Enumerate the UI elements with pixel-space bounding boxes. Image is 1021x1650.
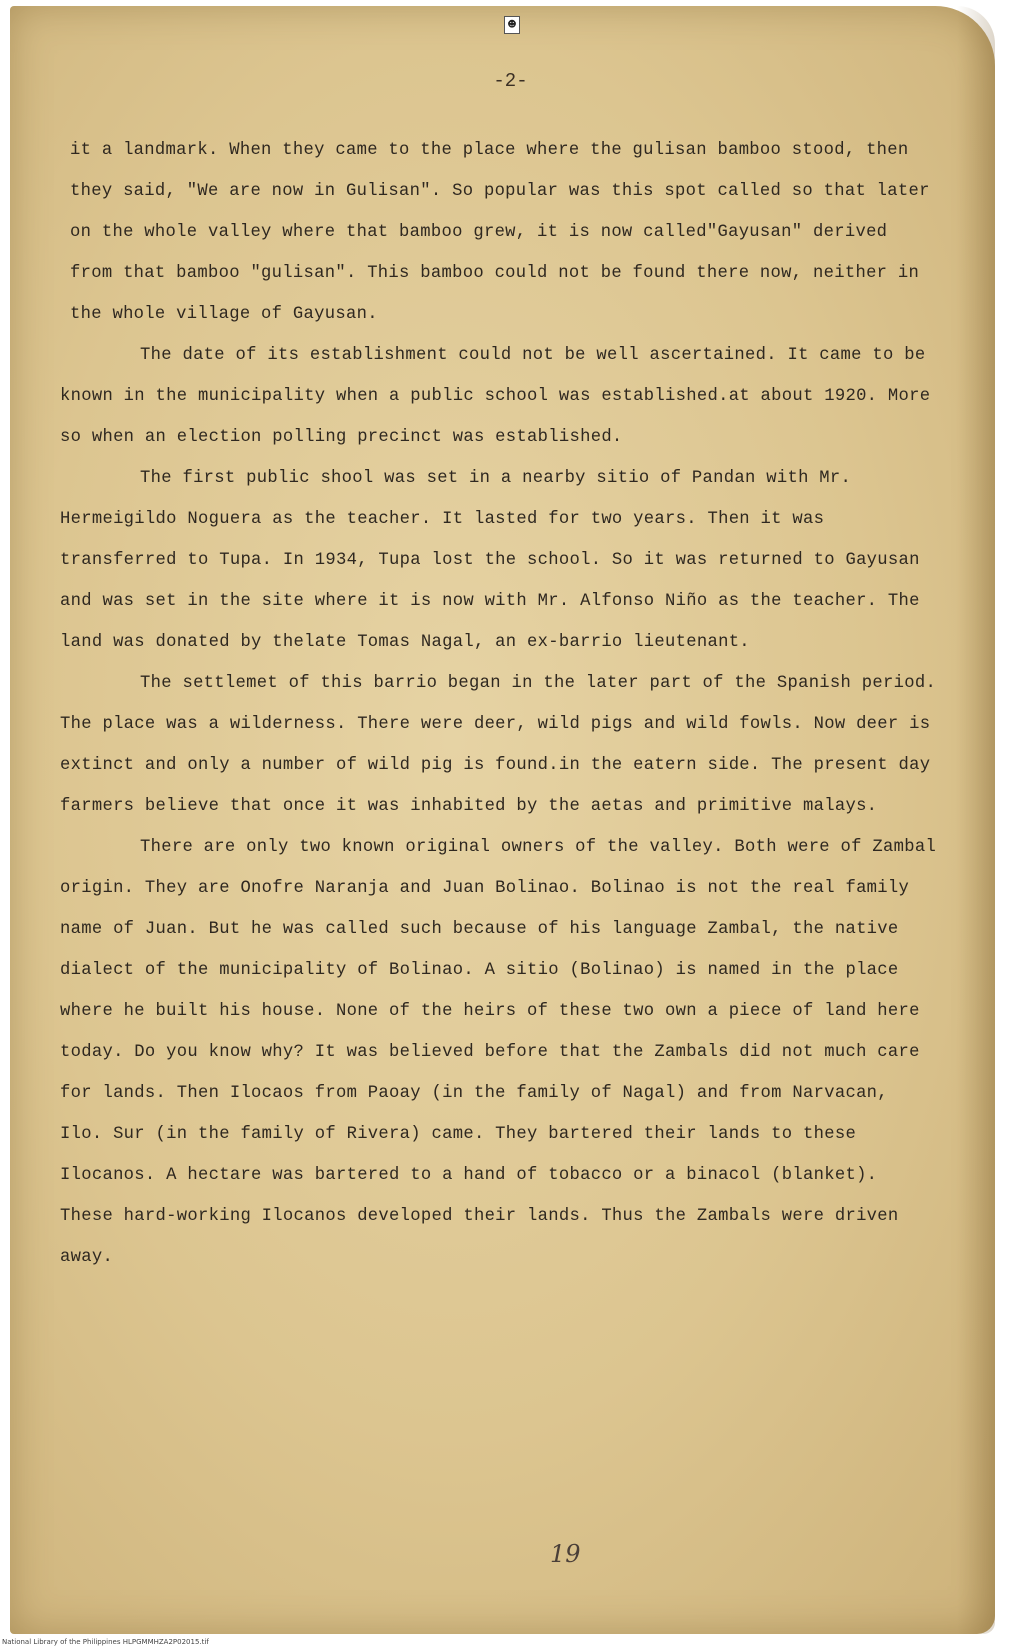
page-number: -2- [493,70,528,92]
paragraph-5: There are only two known original owners of the valley. Both were of Zambal origin. They are Onofre Naranja and Juan Bolinao. Bolinao is not the real family name of Juan. But he was called such because of his language Zambal, the native dialect of the municipality of Bolinao. A sitio (Bolinao) is named in the place where he built his house. None of the heirs of these two own a piece of land here today. Do you know why? It was believed before that the Zambals did not much care for lands. Then Ilocaos from Paoay (in the family of Nagal) and from Narvacan, Ilo. Sur (in the family of Rivera) came. They bartered their lands to these Ilocanos. A hectare was bartered to a hand of tobacco or a binacol (blanket). These hard-working Ilocanos developed their lands. Thus the Zambals were driven away. [60,838,937,1267]
scan-footer-caption: National Library of the Philippines HLPGMMHZA2P02015.tif [2,1638,209,1646]
paragraph-3: The first public shool was set in a nearby sitio of Pandan with Mr. Hermeigildo Noguera as the teacher. It lasted for two years. Then it was transferred to Tupa. In 1934, Tupa lost the school. So it was returned to Gayusan and was set in the site where it is now with Mr. Alfonso Niño as the teacher. The land was donated by thelate Tomas Nagal, an ex-barrio lieutenant. [60,469,920,652]
paragraph-2: The date of its establishment could not be well ascertained. It came to be known in the municipality when a public school was established.at about 1920. More so when an election polling precinct was established. [60,346,931,447]
typewritten-body [60,130,940,1278]
paragraph-1: it a landmark. When they came to the place where the gulisan bamboo stood, then they said, "We are now in Gulisan". So popular was this spot called so that later on the whole valley where that bamboo grew, it is now called"Gayusan" derived from that bamboo "gulisan". This bamboo could not be found there now, neither in the whole village of Gayusan. [70,141,930,324]
library-stamp-icon: ☻ [504,16,520,34]
handwritten-folio-number: 19 [550,1540,581,1568]
paragraph-4: The settlemet of this barrio began in the later part of the Spanish period. The place was a wilderness. There were deer, wild pigs and wild fowls. Now deer is extinct and only a number of wild pig is found.in the eatern side. The present day farmers believe that once it was inhabited by the aetas and primitive malays. [60,674,937,816]
